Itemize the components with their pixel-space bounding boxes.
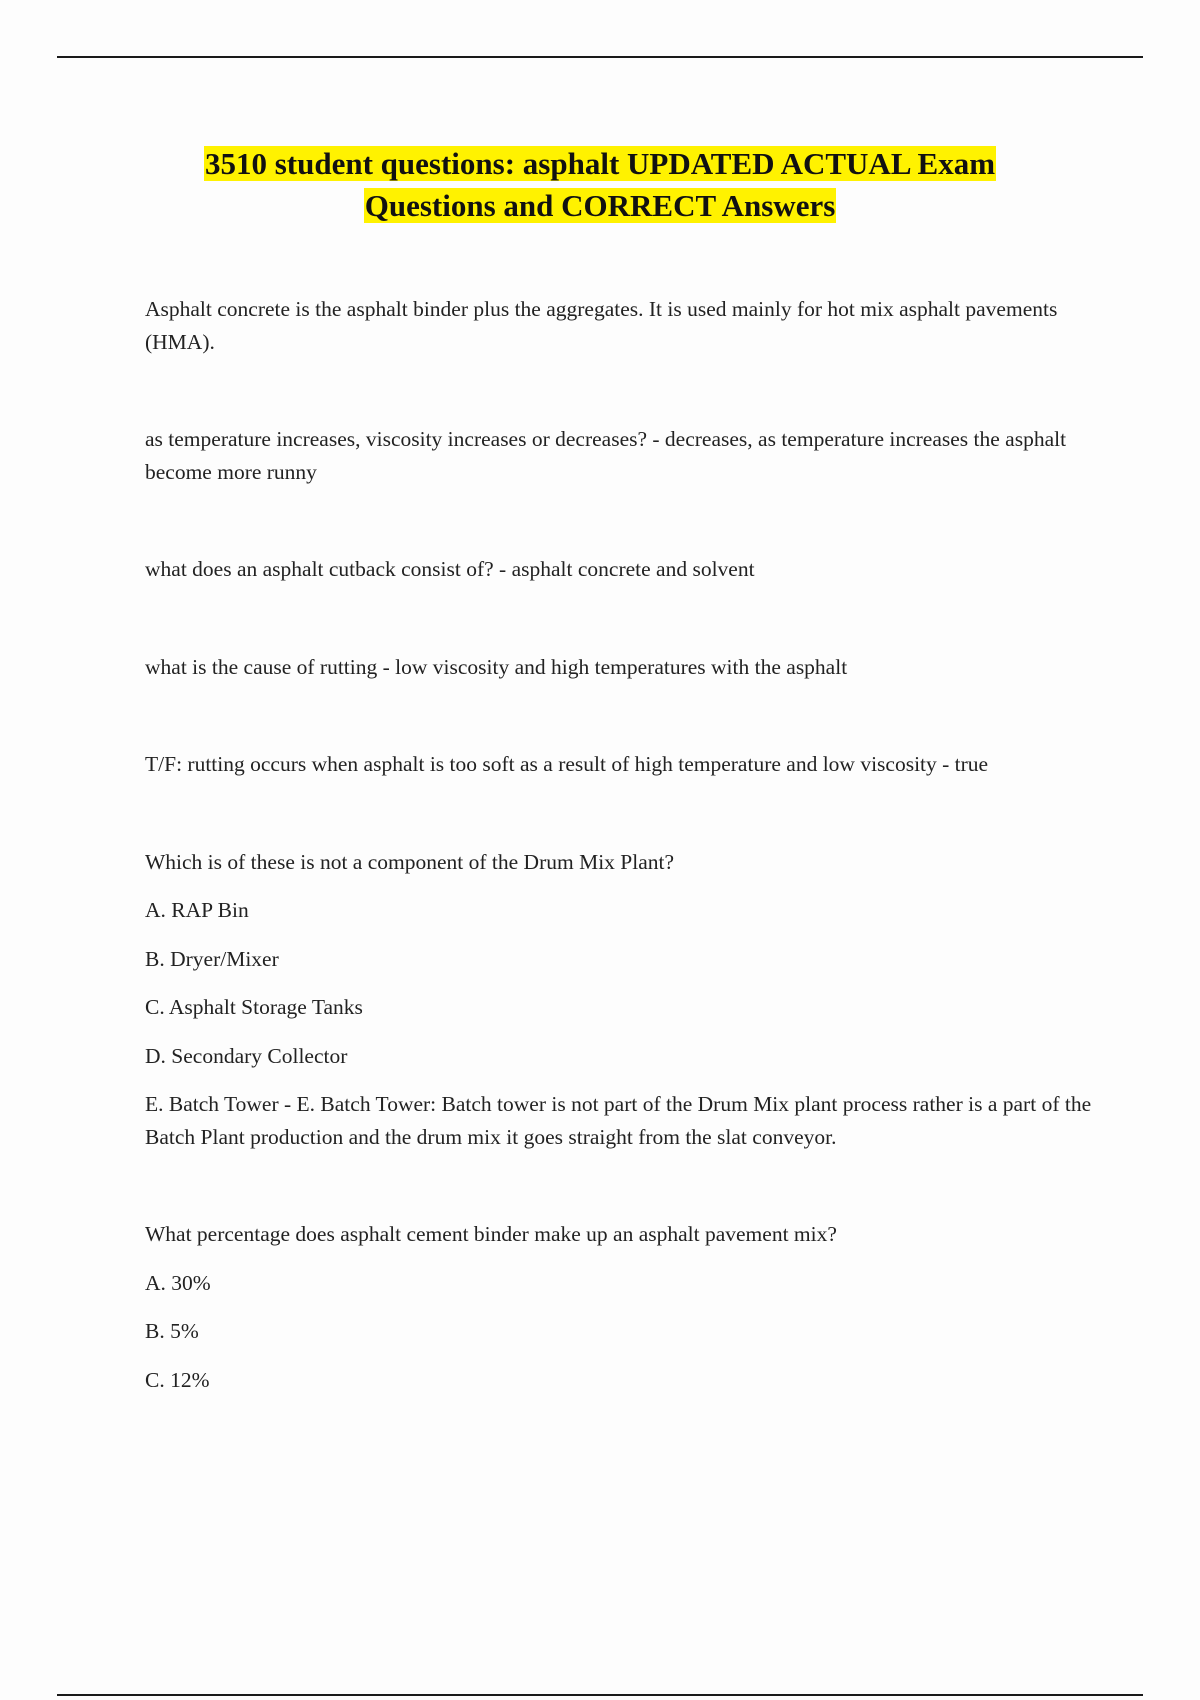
- option-drum-c: C. Asphalt Storage Tanks: [145, 995, 363, 1019]
- question-percentage: What percentage does asphalt cement binder make up an asphalt pavement mix?: [145, 1222, 837, 1246]
- option-drum-b: B. Dryer/Mixer: [145, 946, 279, 971]
- option-drum-e-answer: E. Batch Tower - E. Batch Tower: Batch tower is not part of the Drum Mix plant process rather is a part of the Batch Plant production and the drum mix it goes straight from the slat conveyor.: [145, 1092, 1092, 1149]
- question-drum-mix: Which is of these is not a component of the Drum Mix Plant?: [145, 849, 675, 874]
- qa-item-temperature: as temperature increases, viscosity increases or decreases? - decreases, as temperature increases the asphalt become more runny: [145, 427, 1067, 484]
- option-drum-a: A. RAP Bin: [145, 898, 249, 922]
- option-drum-d: D. Secondary Collector: [145, 1043, 348, 1068]
- qa-item-rutting-cause: what is the cause of rutting - low viscosity and high temperatures with the asphalt: [145, 654, 848, 679]
- top-rule: [57, 56, 1143, 58]
- qa-item-rutting-tf: T/F: rutting occurs when asphalt is too soft as a result of high temperature and low viscosity - true: [145, 752, 989, 776]
- option-pct-a: A. 30%: [145, 1270, 211, 1295]
- option-pct-b: B. 5%: [145, 1319, 199, 1343]
- qa-item-cutback: what does an asphalt cutback consist of? - asphalt concrete and solvent: [145, 557, 755, 581]
- intro-paragraph: Asphalt concrete is the asphalt binder plus the aggregates. It is used mainly for hot mix asphalt pavements (HMA).: [145, 297, 1058, 354]
- document-title: [100, 143, 1100, 227]
- option-pct-c: C. 12%: [145, 1367, 210, 1392]
- title-line-1: 3510 student questions: asphalt UPDATED ACTUAL Exam: [204, 146, 996, 181]
- document-body: [145, 293, 1095, 1396]
- title-line-2: Questions and CORRECT Answers: [364, 188, 836, 223]
- bottom-rule: [57, 1694, 1143, 1696]
